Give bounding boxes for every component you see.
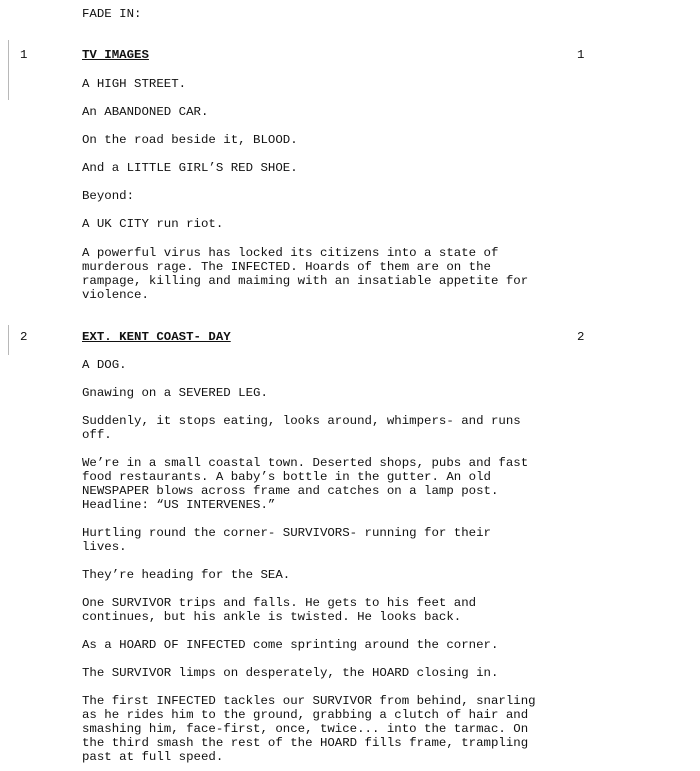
action-paragraph: Gnawing on a SEVERED LEG. bbox=[82, 386, 268, 400]
action-paragraph: The first INFECTED tackles our SURVIVOR from behind, snarling as he rides him to the ground, grabbing a clutch of hair and smashing him, face-first, once, twice... into the tarmac. On the third smash the rest of the HOARD fills frame, trampling past at full speed. bbox=[82, 694, 536, 764]
margin-rule bbox=[8, 325, 9, 355]
action-paragraph: An ABANDONED CAR. bbox=[82, 105, 209, 119]
action-paragraph: As a HOARD OF INFECTED come sprinting around the corner. bbox=[82, 638, 499, 652]
action-paragraph: Suddenly, it stops eating, looks around, whimpers- and runs off. bbox=[82, 414, 521, 442]
action-paragraph: One SURVIVOR trips and falls. He gets to his feet and continues, but his ankle is twisted. He looks back. bbox=[82, 596, 477, 624]
action-paragraph: Beyond: bbox=[82, 189, 135, 203]
transition-fade-in: FADE IN: bbox=[82, 7, 142, 21]
action-paragraph: We’re in a small coastal town. Deserted shops, pubs and fast food restaurants. A baby’s bottle in the gutter. An old NEWSPAPER blows across frame and catches on a lamp post. Headline: “US INTERVENES.” bbox=[82, 456, 529, 512]
action-paragraph: A HIGH STREET. bbox=[82, 77, 187, 91]
scene-number-right: 2 bbox=[577, 330, 585, 344]
scene-number-left: 1 bbox=[20, 48, 28, 62]
action-paragraph: A DOG. bbox=[82, 358, 127, 372]
scene-number-left: 2 bbox=[20, 330, 28, 344]
scene-heading: TV IMAGES bbox=[82, 48, 149, 62]
action-paragraph: A powerful virus has locked its citizens into a state of murderous rage. The INFECTED. Hoards of them are on the rampage, killing and maiming with an insatiable appetite for violence. bbox=[82, 246, 529, 302]
action-paragraph: And a LITTLE GIRL’S RED SHOE. bbox=[82, 161, 298, 175]
action-paragraph: Hurtling round the corner- SURVIVORS- running for their lives. bbox=[82, 526, 491, 554]
action-paragraph: The SURVIVOR limps on desperately, the HOARD closing in. bbox=[82, 666, 499, 680]
action-paragraph: On the road beside it, BLOOD. bbox=[82, 133, 298, 147]
scene-number-right: 1 bbox=[577, 48, 585, 62]
margin-rule bbox=[8, 40, 9, 100]
scene-heading: EXT. KENT COAST- DAY bbox=[82, 330, 231, 344]
action-paragraph: A UK CITY run riot. bbox=[82, 217, 224, 231]
action-paragraph: They’re heading for the SEA. bbox=[82, 568, 291, 582]
